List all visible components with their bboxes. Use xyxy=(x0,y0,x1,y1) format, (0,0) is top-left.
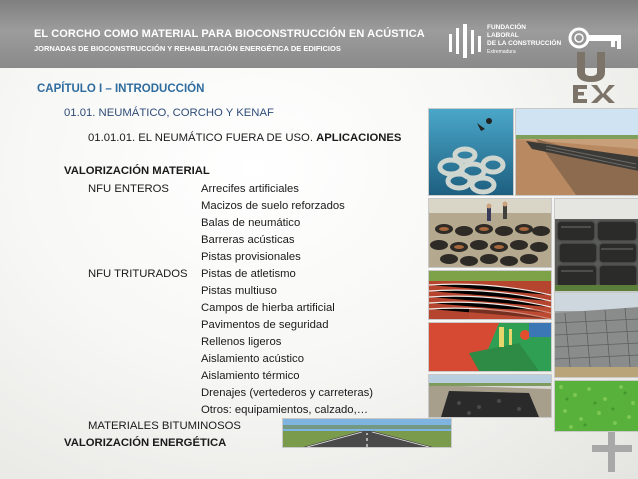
decorative-plus-icon xyxy=(608,432,615,472)
section-heading: 01.01. NEUMÁTICO, CORCHO Y KENAF xyxy=(64,107,274,119)
list-item: Campos de hierba artificial xyxy=(201,302,335,314)
subsection-heading xyxy=(88,131,401,145)
valorizacion-material-heading: VALORIZACIÓN MATERIAL xyxy=(64,165,210,177)
fundacion-line-2: LABORAL xyxy=(487,32,519,39)
list-item: Aislamiento acústico xyxy=(201,353,304,365)
artificial-reef-photo xyxy=(428,108,514,196)
list-item: Pistas multiuso xyxy=(201,285,277,297)
fundacion-line-3: DE LA CONSTRUCCIÓN xyxy=(487,40,562,47)
subsection-prefix: 01.01.01. EL NEUMÁTICO FUERA DE USO. xyxy=(88,132,317,144)
decorative-plus-icon-bar xyxy=(592,445,632,452)
tire-retaining-wall-photo xyxy=(428,198,552,268)
fundacion-line-1: FUNDACIÓN xyxy=(487,24,526,31)
list-item: Balas de neumático xyxy=(201,217,301,229)
list-item: Pavimentos de seguridad xyxy=(201,319,329,331)
header-band xyxy=(0,0,638,68)
valorizacion-energetica-heading: VALORIZACIÓN ENERGÉTICA xyxy=(64,437,227,449)
fundacion-laboral-logo xyxy=(447,24,562,60)
list-item: Macizos de suelo reforzados xyxy=(201,200,345,212)
list-item: Rellenos ligeros xyxy=(201,336,282,348)
list-item: Pistas provisionales xyxy=(201,251,301,263)
list-item: Drenajes (vertederos y carreteras) xyxy=(201,387,374,399)
nfu-triturados-label: NFU TRITURADOS xyxy=(88,268,188,280)
nfu-enteros-label: NFU ENTEROS xyxy=(88,183,169,195)
drainage-trench-photo xyxy=(428,374,552,418)
list-item: Arrecifes artificiales xyxy=(201,183,299,195)
subsection-bold: APLICACIONES xyxy=(316,132,402,144)
uex-logo xyxy=(565,22,627,106)
list-item: Aislamiento térmico xyxy=(201,370,300,382)
uex-emblem-icon xyxy=(565,22,627,106)
header-title: EL CORCHO COMO MATERIAL PARA BIOCONSTRUCCIÓN EN ACÚSTICA xyxy=(34,28,425,40)
list-item: Otros: equipamientos, calzado,… xyxy=(201,404,369,416)
materiales-bituminosos-label: MATERIALES BITUMINOSOS xyxy=(88,420,241,432)
header-subtitle: JORNADAS DE BIOCONSTRUCCIÓN Y REHABILITACIÓN ENERGÉTICA DE EDIFICIOS xyxy=(34,44,341,53)
rubber-playground-photo xyxy=(428,322,552,372)
athletics-track-photo xyxy=(428,270,552,320)
chapter-heading: CAPÍTULO I – INTRODUCCIÓN xyxy=(37,83,205,95)
fundacion-line-4: Extremadura xyxy=(487,49,516,55)
list-item: Pistas de atletismo xyxy=(201,268,296,280)
tire-wall-road-photo xyxy=(515,108,638,196)
tire-bales-photo xyxy=(554,198,638,292)
fundacion-bars-icon xyxy=(447,24,483,58)
list-item: Barreras acústicas xyxy=(201,234,295,246)
green-rubber-surface-photo xyxy=(554,380,638,432)
shredded-tire-slope-photo xyxy=(554,292,638,378)
asphalt-road-photo xyxy=(282,418,452,448)
